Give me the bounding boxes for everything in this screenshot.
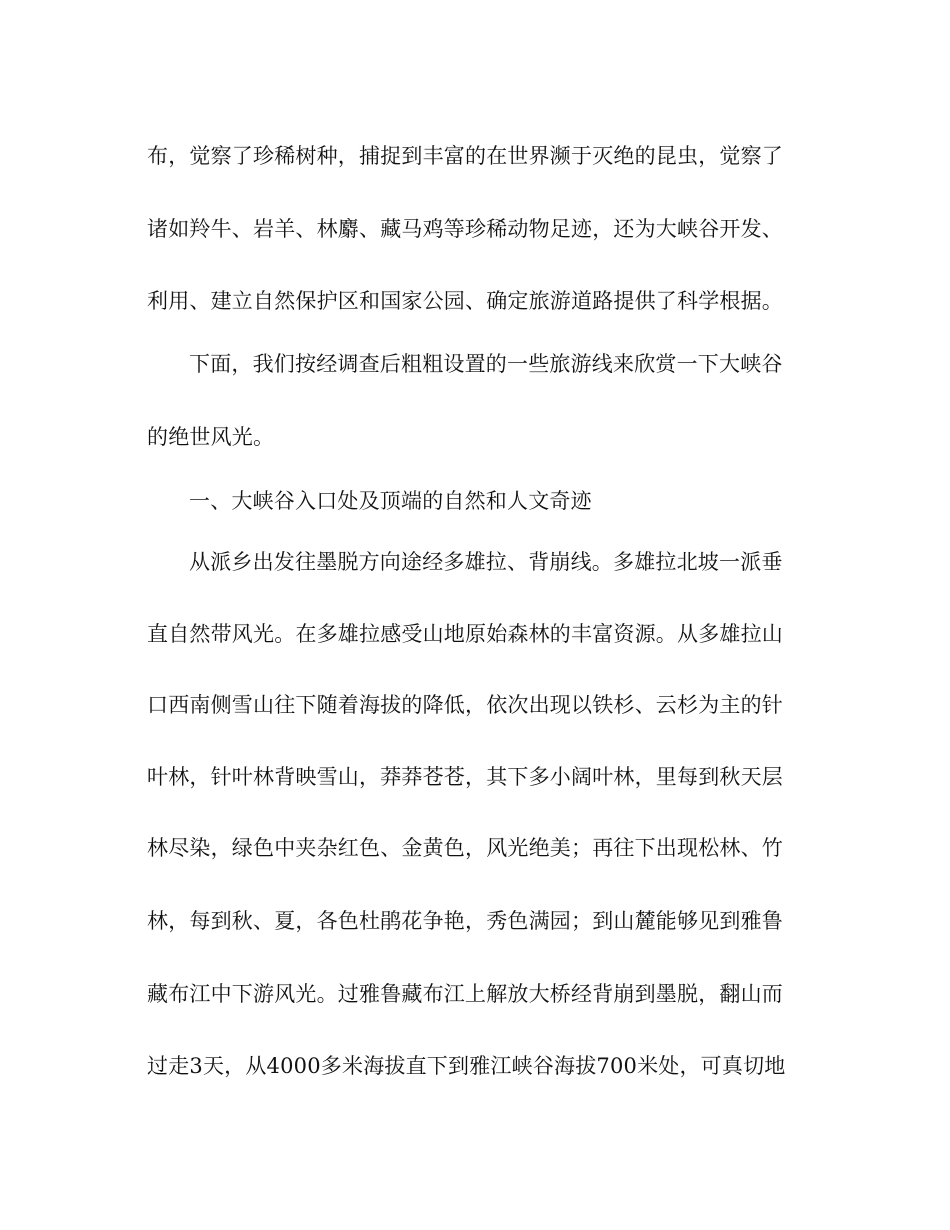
text-line: 藏布江中下游风光。过雅鲁藏布江上解放大桥经背崩到墨脱，翻山而 — [147, 982, 783, 1006]
text-line: 直自然带风光。在多雄拉感受山地原始森林的丰富资源。从多雄拉山 — [147, 622, 783, 646]
text-line: 林，每到秋、夏，各色杜鹃花争艳，秀色满园；到山麓能够见到雅鲁 — [147, 909, 783, 933]
text-line: 叶林，针叶林背映雪山，莽莽苍苍，其下多小阔叶林，里每到秋天层 — [147, 765, 783, 789]
text-line: 过走3天，从4000多米海拔直下到雅江峡谷海拔700米处，可真切地 — [147, 1054, 786, 1078]
text-line: 林尽染，绿色中夹杂红色、金黄色，风光绝美；再往下出现松林、竹 — [147, 836, 783, 860]
paragraph-first-line: 从派乡出发往墨脱方向途经多雄拉、背崩线。多雄拉北坡一派垂 — [189, 550, 783, 574]
text-line: 的绝世风光。 — [147, 425, 275, 449]
text-line: 诸如羚牛、岩羊、林麝、藏马鸡等珍稀动物足迹，还为大峡谷开发、 — [147, 217, 783, 241]
section-heading: 一、大峡谷入口处及顶端的自然和人文奇迹 — [189, 489, 592, 513]
text-line: 布，觉察了珍稀树种，捕捉到丰富的在世界濒于灭绝的昆虫，觉察了 — [147, 144, 783, 168]
text-line: 利用、建立自然保护区和国家公园、确定旅游道路提供了科学根据。 — [147, 289, 783, 313]
text-line: 口西南侧雪山往下随着海拔的降低，依次出现以铁杉、云杉为主的针 — [147, 693, 783, 717]
paragraph-first-line: 下面，我们按经调查后粗粗设置的一些旅游线来欣赏一下大峡谷 — [189, 352, 783, 376]
